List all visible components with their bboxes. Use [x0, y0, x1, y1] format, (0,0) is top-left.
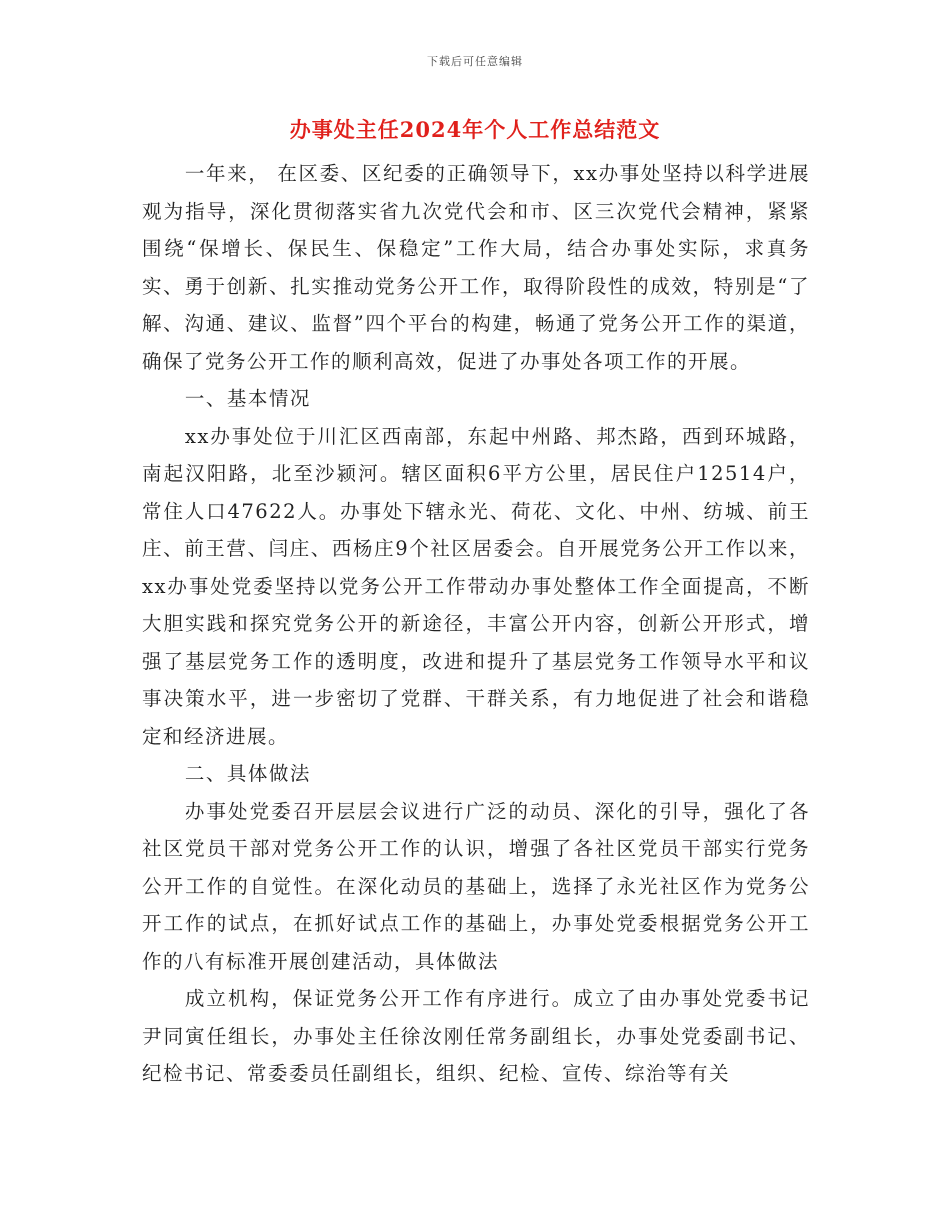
- section-heading-specific-methods: 二、具体做法: [184, 762, 311, 785]
- paragraph-intro: 一年来， 在区委、区纪委的正确领导下，xx办事处坚持以科学进展观为指导，深化贯彻落实省九次党代会和市、区三次党代会精神，紧紧围绕“保增长、保民生、保稳定”工作大局，结合办事处实际，求真务实、勇于创新、扎实推动党务公开工作，取得阶段性的成效，特别是“了解、沟通、建议、监督”四个平台的构建，畅通了党务公开工作的渠道，确保了党务公开工作的顺利高效，促进了办事处各项工作的开展。: [142, 162, 810, 373]
- page-header-note: 下载后可任意编辑: [427, 55, 523, 68]
- document-title: 办事处主任2024年个人工作总结范文: [289, 117, 661, 142]
- paragraph-basic-situation: xx办事处位于川汇区西南部，东起中州路、邦杰路，西到环城路，南起汉阳路，北至沙颍河。辖区面积6平方公里，居民住户12514户，常住人口47622人。办事处下辖永光、荷花、文化、中州、纺城、前王庄、前王营、闫庄、西杨庄9个社区居委会。自开展党务公开工作以来，xx办事处党委坚持以党务公开工作带动办事处整体工作全面提高，不断大胆实践和探究党务公开的新途径，丰富公开内容，创新公开形式，增强了基层党务工作的透明度，改进和提升了基层党务工作领导水平和议事决策水平，进一步密切了党群、干群关系，有力地促进了社会和谐稳定和经济进展。: [142, 424, 810, 748]
- section-heading-basic-situation: 一、基本情况: [184, 387, 311, 410]
- paragraph-organization: 成立机构，保证党务公开工作有序进行。成立了由办事处党委书记尹同寅任组长，办事处主任徐汝刚任常务副组长，办事处党委副书记、纪检书记、常委委员任副组长，组织、纪检、宣传、综治等有关: [142, 987, 810, 1085]
- paragraph-specific-methods: 办事处党委召开层层会议进行广泛的动员、深化的引导，强化了各社区党员干部对党务公开工作的认识，增强了各社区党员干部实行党务公开工作的自觉性。在深化动员的基础上，选择了永光社区作为党务公开工作的试点，在抓好试点工作的基础上，办事处党委根据党务公开工作的八有标准开展创建活动，具体做法: [142, 799, 810, 973]
- document-body: [142, 155, 810, 1093]
